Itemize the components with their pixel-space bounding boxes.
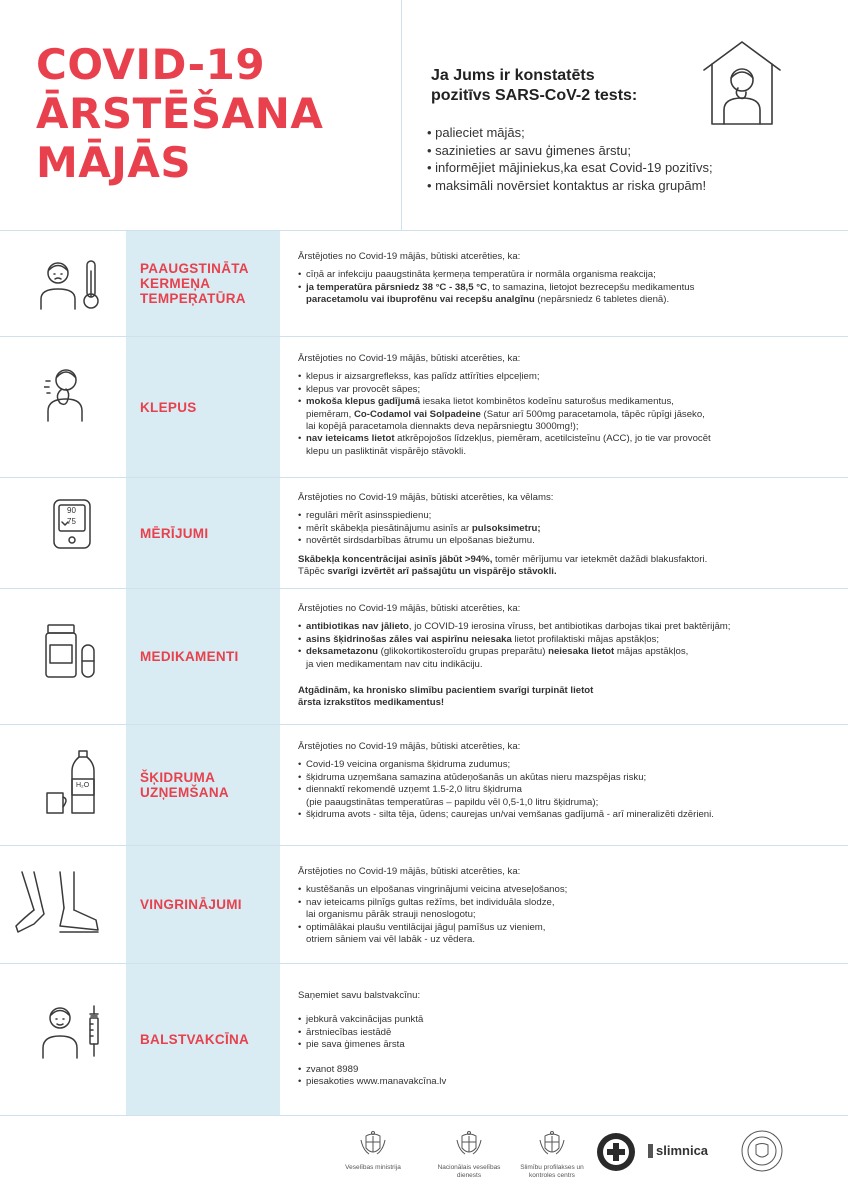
row-name-cell [126,725,280,845]
row-text [298,725,818,845]
bold-text: paracetamolu vai ibuprofēnu vai recepšu analgīnu [306,294,535,306]
row-icon-cell [0,337,126,477]
logo-label: Nacionālais veselības dienests [437,1164,501,1179]
water-bottle-cup-icon [44,749,100,817]
page-title [36,40,323,187]
latvia-coat-of-arms-icon [537,1130,567,1160]
person-syringe-icon [40,1004,104,1060]
list-item: • jebkurā vakcinācijas punktā [298,1014,818,1026]
bold-text: antibiotikas nav jālieto [306,621,409,633]
text: mājas apstākļos, [614,646,689,658]
latvia-coat-of-arms-icon [454,1130,484,1160]
logo-slimnica [648,1144,718,1158]
text: (nepārsniedz 6 tabletes dienā). [534,294,670,306]
row-name-line: ŠĶIDRUMA [140,770,216,785]
text: ja vien medikamentam nav citu indikāciju. [306,658,483,670]
list-item: • šķidruma avots - silta tēja, ūdens; caurejas un/vai vemšanas gadījumā - arī mineralizēti dzērieni. [298,809,818,821]
row-name-line: KERMEŅA [140,276,211,291]
row-lead: Ārstējoties no Covid-19 mājās, būtiski atcerēties, ka vēlams: [298,492,554,503]
logo-disease-prevention-centre [512,1130,592,1180]
row-icon-cell [0,478,126,588]
text: atkrēpojošos līdzekļus, piemēram, acetilcisteīnu (ACC), jo tie var provocēt [394,433,711,445]
bottle-label: H₂O [76,782,90,789]
list-item: • Covid-19 veicina organisma šķidruma zudumus; [298,759,818,771]
bold-text: pulsoksimetru; [471,522,541,534]
row-cough [0,336,848,477]
intro-heading-line: pozitīvs SARS-CoV-2 tests: [431,87,638,104]
header-divider [401,0,402,230]
footer-logos [0,1115,848,1200]
row-name: BALSTVAKCĪNA [140,1032,250,1047]
text: , jo COVID-19 ierosina vīruss, bet antibiotikas darbojas tikai pret baktērijām; [408,621,731,633]
text: (glikokortikosteroīdu grupas preparātu) [377,646,549,658]
list-item [298,922,818,947]
row-name [140,261,249,306]
list-item: • ārstniecības iestādē [298,1027,818,1039]
text: Tāpēc [298,566,328,578]
row-lead: Ārstējoties no Covid-19 mājās, būtiski atcerēties, ka: [298,353,521,364]
row-name: MĒRĪJUMI [140,525,209,541]
text: tomēr mērījumu var ietekmēt dažādi blakusfaktori. [492,553,708,565]
logo-label: kontroles centrs [529,1172,575,1179]
bold-text: ja temperatūra pārsniedz 38 °C - 38,5 °C [306,281,487,293]
list-item: • pie sava ģimenes ārsta [298,1039,818,1051]
blood-pressure-monitor-icon [52,498,92,550]
list-item: • šķidruma uzņemšana samazina atūdeņošanās un akūtas nieru mazspējas risku; [298,772,818,784]
list-item: • novērtēt sirdsdarbības ātrumu un elpošanas biežumu. [298,535,818,547]
row-paragraph [298,554,818,579]
row-name-cell [126,337,280,477]
intro-item: • sazinieties ar savu ģimenes ārstu; [427,142,713,160]
row-list [298,1064,818,1089]
monitor-value: 90 [67,506,76,515]
child-thermometer-icon [38,259,106,311]
list-item [298,634,818,646]
row-exercise [0,845,848,963]
bold-text: neiesaka lietot [548,646,615,658]
list-item [298,646,818,671]
text: diennaktī rekomendē uzņemt 1.5-2,0 litru šķidruma [306,784,522,796]
bold-text: mokoša klepus gadījumā [306,396,421,408]
list-item: • piesakoties www.manavakcīna.lv [298,1076,818,1088]
intro-item: • palieciet mājās; [427,124,713,142]
list-item: • cīņā ar infekciju paaugstināta ķermeņa temperatūra ir normāla organisma reakcija; [298,269,818,281]
title-line: MĀJĀS [36,138,192,187]
logo-wordmark: slimnica [656,1143,709,1158]
list-item: • klepus var provocēt sāpes; [298,384,818,396]
row-name-cell [126,589,280,724]
list-item: • regulāri mērīt asinsspiedienu; [298,510,818,522]
row-lead: Ārstējoties no Covid-19 mājās, būtiski atcerēties, ka: [298,603,521,614]
row-text [298,964,818,1115]
row-icon-cell [0,231,126,336]
intro-heading-line: Ja Jums ir konstatēts [431,67,595,84]
row-list [298,510,818,547]
row-list [298,1014,818,1051]
logo-label: Veselības ministrija [345,1164,401,1171]
list-item [298,282,818,307]
row-text [298,589,818,724]
row-list [298,759,818,821]
poster-header [0,0,848,230]
bold-text: svarīgi izvērtēt arī pašsajūtu un vispārējo stāvokli. [327,566,557,578]
person-in-house-icon [700,38,784,126]
row-list [298,269,818,306]
latvia-coat-of-arms-icon [358,1130,388,1160]
row-measurements [0,477,848,588]
row-name-line: UZŅEMŠANA [140,785,229,800]
text: klepu un pasliktināt vispārējo stāvokli. [306,445,466,457]
list-item: • kustēšanās un elpošanas vingrinājumi veicina atveseļošanos; [298,884,818,896]
title-line: COVID-19 [36,40,266,89]
text: otriem sāniem vai vēl labāk - uz vēdera. [306,934,476,946]
row-lead: Saņemiet savu balstvakcīnu: [298,990,421,1001]
text: lai kopējā paracetamola diennakts deva nepārsniegtu 3000mg!); [306,421,579,433]
row-icon-cell [0,589,126,724]
row-lead: Ārstējoties no Covid-19 mājās, būtiski atcerēties, ka: [298,741,521,752]
bold-text: Co-Codamol vai Solpadeine [353,408,481,420]
bold-text: deksametazonu [306,646,378,658]
row-lead: Ārstējoties no Covid-19 mājās, būtiski atcerēties, ka: [298,866,521,877]
logo-emergency-service [594,1132,638,1176]
list-item [298,621,818,633]
row-text [298,337,818,477]
slimnica-logo-icon [648,1144,718,1158]
row-list [298,371,818,458]
text: piemēram, [306,408,354,420]
row-name-cell [126,964,280,1115]
coughing-person-icon [44,367,84,423]
text: lietot profilaktiski mājas apstākļos; [511,633,660,645]
text: nav ieteicams pilnīgs gultas režīms, bet individuāla slodze, [306,896,555,908]
bold-text: Skābekļa koncentrācijai asinīs jābūt >94%, [298,553,493,565]
text: lai organismu pārāk strauji nenoslogotu; [306,909,476,921]
row-medications [0,588,848,724]
row-paragraph [298,685,818,710]
bold-text: asins šķidrinošas zāles vai aspirīnu neiesaka [306,633,512,645]
logo-university-hospital [740,1130,784,1176]
emergency-medical-service-seal-icon [596,1132,636,1172]
bold-text: nav ieteicams lietot [306,433,395,445]
list-item [298,523,818,535]
list-item [298,784,818,809]
text: (pie paaugstinātas temperatūras – papildu vēl 0,5-1,0 litru šķidruma); [306,796,599,808]
text: optimālākai plaušu ventilācijai jāguļ pamīšus uz vieniem, [306,921,546,933]
row-icon-cell [0,846,126,963]
row-temperature [0,230,848,336]
row-name-line: PAAUGSTINĀTA [140,261,249,276]
row-name-cell [126,846,280,963]
text: , to samazina, lietojot bezrecepšu medikamentus [486,281,695,293]
intro-item: • informējiet mājiniekus,ka esat Covid-19 pozitīvs; [427,159,713,177]
row-list [298,884,818,946]
row-name-line: TEMPEŖATŪRA [140,291,246,306]
row-name: KLEPUS [140,399,197,415]
row-fluids [0,724,848,845]
row-booster [0,963,848,1115]
text: iesaka lietot kombinētos kodeīnu saturošus medikamentus, [420,396,674,408]
list-item: • zvanot 8989 [298,1064,818,1076]
row-icon-cell [0,964,126,1115]
pill-bottle-icon [44,623,98,679]
row-name-cell [126,478,280,588]
list-item: • klepus ir aizsargreflekss, kas palīdz attīrīties elpceļiem; [298,371,818,383]
row-name [140,770,229,800]
university-hospital-seal-icon [741,1130,783,1172]
row-name: VINGRINĀJUMI [140,897,242,912]
text: mērīt skābekļa piesātinājumu asinīs ar [306,522,472,534]
row-text [298,846,818,963]
row-name-cell [126,231,280,336]
intro-list [427,124,713,194]
logo-national-health-service [426,1130,512,1180]
intro-item: • maksimāli novērsiet kontaktus ar riska grupām! [427,177,713,195]
row-name: MEDIKAMENTI [140,649,239,664]
row-text [298,231,818,336]
bold-text: Atgādinām, ka hronisko slimību pacientiem svarīgi turpināt lietot [298,685,594,697]
text: (Satur arī 500mg paracetamola, tāpēc rūpīgi jāseko, [480,408,705,420]
walking-legs-icon [12,870,112,940]
list-item [298,396,818,433]
list-item [298,897,818,922]
logo-health-ministry [338,1130,408,1172]
logo-label: Slimību profilakses un [520,1164,584,1171]
row-text [298,478,818,588]
row-list [298,621,818,671]
monitor-readout [67,505,76,527]
title-line: ĀRSTĒŠANA [36,89,324,138]
row-icon-cell [0,725,126,845]
bold-text: ārsta izrakstītos medikamentus! [298,697,445,709]
intro-heading [431,66,637,106]
row-lead: Ārstējoties no Covid-19 mājās, būtiski atcerēties, ka: [298,251,521,262]
monitor-value: 75 [67,517,76,526]
list-item [298,433,818,458]
